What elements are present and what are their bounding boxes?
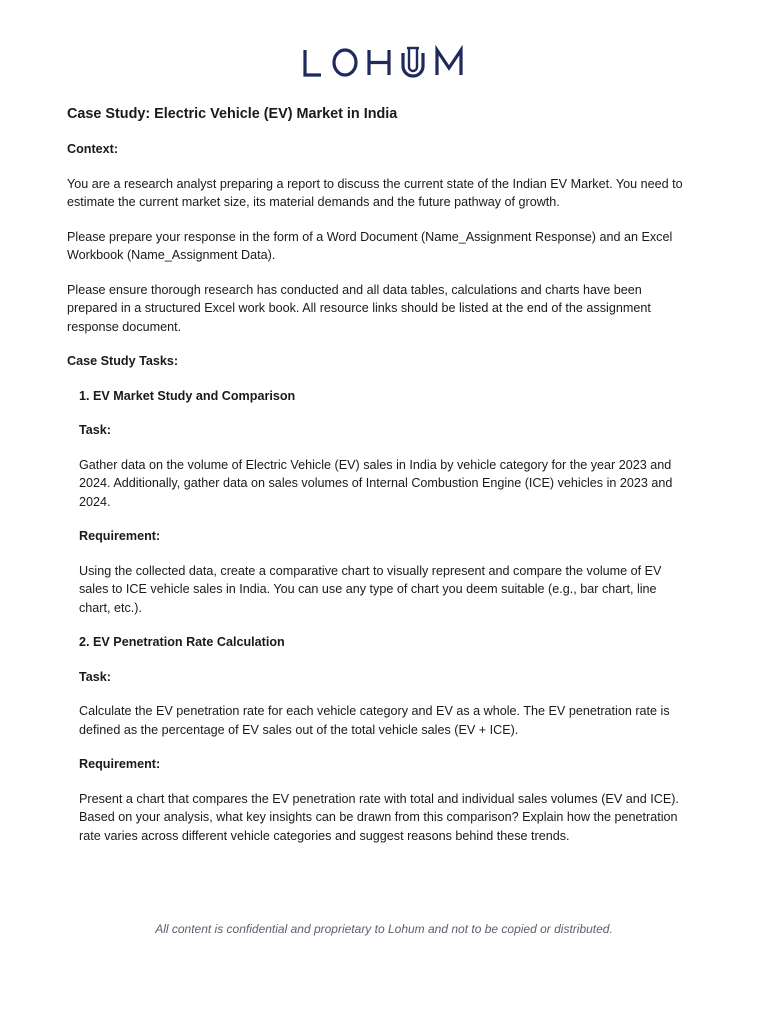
confidentiality-footer: All content is confidential and proprietary to Lohum and not to be copied or distributed.	[155, 922, 613, 936]
task-1-task-label: Task:	[79, 423, 111, 437]
context-paragraph-1: You are a research analyst preparing a report to discuss the current state of the Indian EV Market. You need to estimate the current market size, its material demands and the future pathway of growth.	[67, 176, 683, 209]
task-2-task-label: Task:	[79, 669, 111, 684]
context-label: Context:	[67, 142, 119, 156]
task-2-heading: 2. EV Penetration Rate Calculation	[79, 635, 285, 649]
task-2-task-text: Calculate the EV penetration rate for each vehicle category and EV as a whole. The EV penetration rate is defined as the percentage of EV sales out of the total vehicle sales (EV + ICE).	[79, 704, 670, 737]
task-2-section	[67, 633, 687, 845]
task-1-requirement-text: Using the collected data, create a comparative chart to visually represent and compare the volume of EV sales to ICE vehicle sales in India. You can use any type of chart you deem suitable (e.g., bar chart, line chart, etc.).	[79, 563, 662, 615]
task-1-heading: 1. EV Market Study and Comparison	[79, 388, 296, 403]
task-1-section	[67, 387, 687, 618]
document-title: Case Study: Electric Vehicle (EV) Market in India	[67, 106, 398, 122]
task-1-requirement-label: Requirement:	[79, 529, 161, 543]
task-2-requirement-label: Requirement:	[79, 757, 161, 771]
task-1-task-text: Gather data on the volume of Electric Vehicle (EV) sales in India by vehicle category for the year 2023 and 2024. Additionally, gather data on sales volumes of Internal Combustion Engine (ICE) vehicles in 2023 and 2024.	[79, 457, 673, 509]
task-2-requirement-text: Present a chart that compares the EV penetration rate with total and individual sales volumes (EV and ICE). Based on your analysis, what key insights can be drawn from this comparison? Explain how the penetration rate varies across different vehicle categories and suggest reasons behind these trends.	[79, 791, 679, 843]
context-paragraph-2: Please prepare your response in the form of a Word Document (Name_Assignment Response) and an Excel Workbook (Name_Assignment Data).	[67, 229, 673, 262]
tasks-label: Case Study Tasks:	[67, 354, 179, 368]
lohum-logo	[0, 44, 768, 80]
context-paragraph-3: Please ensure thorough research has conducted and all data tables, calculations and charts have been prepared in a structured Excel work book. All resource links should be listed at the end of the assignment response document.	[67, 282, 651, 334]
lohum-logo-mark	[303, 44, 465, 80]
document-body	[67, 104, 687, 861]
